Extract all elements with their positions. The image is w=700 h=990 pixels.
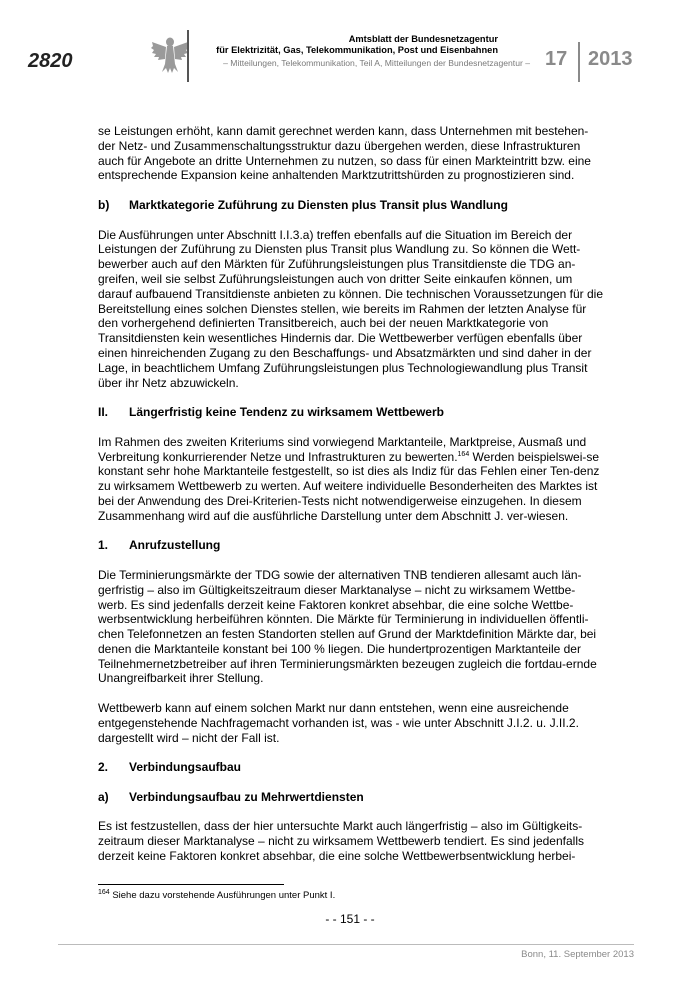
section-heading-a bbox=[98, 790, 604, 805]
federal-eagle-logo bbox=[150, 34, 190, 76]
heading-number: 2. bbox=[98, 760, 109, 775]
footnote-number: 164 bbox=[98, 888, 110, 896]
header-divider bbox=[187, 30, 189, 82]
issue-number: 17 bbox=[545, 48, 568, 70]
issue-year: 2013 bbox=[588, 48, 633, 70]
footnote-reference[interactable]: 164 bbox=[457, 450, 470, 458]
paragraph: Die Ausführungen unter Abschnitt I.I.3.a) treffen ebenfalls auf die Situation im Bereich der Leistungen der Zuführung zu Diensten plus Transit plus Wandlung zu. So können die Wett-bewerber auch auf den Märkten für Zuführungsleistungen plus Transitdienste die TDG an-greifen, weil sie selbst Zuführungsleistungen auch von dritter Seite einkaufen können, um darauf aufbauend Transitdienste anbieten zu können. Die technischen Voraussetzungen für die Bereitstellung eines solchen Dienstes stellen, wie bereits im Rahmen der letzten Analyse für den vorhergehend definierten Transitbereich, auch bei der neuen Marktkategorie von Transitdiensten kein wesentliches Hindernis dar. Die Wettbewerber verfügen ebenfalls über einen hinreichenden Zugang zu den Beschaffungs- und Absatzmärkten und sind daher in der Lage, in beachtlichem Umfang Zuführungsleistungen plus Technologiewandlung plus Transit über ihr Netz abzuwickeln. bbox=[98, 227, 604, 390]
footer-divider bbox=[58, 944, 634, 945]
heading-text: Marktkategorie Zuführung zu Diensten plus Transit plus Wandlung bbox=[129, 197, 508, 212]
paragraph: Die Terminierungsmärkte der TDG sowie der alternativen TNB tendieren allesamt auch län-gerfristig – also im Gültigkeitszeitraum dieser Marktanalyse – nicht zu wirksamem Wettbe-werb. Es sind jedenfalls derzeit keine Faktoren konkret absehbar, die eine solche Wettbe-werbsentwicklung herbeiführen könnten. Die Märkte für Terminierung in individuellen öffentli-chen Telefonnetzen an festen Standorten stellen auf Grund der Marktdefinition Märkte dar, bei denen die Marktanteile konstant bei 100 % liegen. Die hundertprozentigen Marktanteile der Teilnehmernetzbetreiber auf ihren Terminierungsmärkten bezeugen zugleich die fortdau-ernde Unangreifbarkeit ihrer Stellung. bbox=[98, 567, 597, 686]
publication-date: Bonn, 11. September 2013 bbox=[521, 949, 634, 960]
journal-title: Amtsblatt der Bundesnetzagentur bbox=[348, 34, 498, 44]
footnote-text: Siehe dazu vorstehende Ausführungen unter Punkt I. bbox=[109, 890, 336, 901]
paragraph-text: Im Rahmen des zweiten Kriteriums sind vorwiegend Marktanteile, Marktpreise, Ausmaß und Verbreitung konkurrierender Netze und Infrastrukturen zu bewerten. bbox=[98, 434, 587, 464]
footnote bbox=[98, 890, 335, 901]
issue-divider bbox=[578, 42, 580, 82]
heading-text: Verbindungsaufbau bbox=[129, 760, 242, 775]
section-heading-b bbox=[98, 198, 604, 213]
paragraph: se Leistungen erhöht, kann damit gerechnet werden kann, dass Unternehmen mit bestehen-der Netz- und Zusammenschaltungsstruktur dazu übergehen werden, diese Infrastrukturen auch für Angebote an dritte Unternehmen zu nutzen, so dass für einen Markteintritt bzw. eine entsprechende Expansion keine anhaltenden Marktzutrittshürden zu prognostizieren sind. bbox=[98, 124, 591, 183]
page-number: 2820 bbox=[28, 50, 73, 72]
section-heading-2 bbox=[98, 760, 604, 775]
journal-subtitle: für Elektrizität, Gas, Telekommunikation, Post und Eisenbahnen bbox=[216, 45, 498, 55]
heading-text: Längerfristig keine Tendenz zu wirksamem Wettbewerb bbox=[129, 405, 444, 420]
journal-section: – Mitteilungen, Telekommunikation, Teil A, Mitteilungen der Bundesnetzagentur – bbox=[223, 58, 530, 68]
heading-text: Verbindungsaufbau zu Mehrwertdiensten bbox=[129, 789, 364, 804]
section-heading-II bbox=[98, 405, 604, 420]
page-counter: - - 151 - - bbox=[325, 912, 375, 926]
paragraph: Es ist festzustellen, dass der hier untersuchte Markt auch längerfristig – also im Gültigkeits-zeitraum dieser Marktanalyse – nicht zu wirksamem Wettbewerb tendiert. Es sind jedenfalls derzeit keine Faktoren konkret absehbar, die eine solche Wettbewerbsentwicklung herbei- bbox=[98, 819, 584, 864]
heading-text: Anrufzustellung bbox=[129, 538, 221, 553]
paragraph bbox=[98, 435, 604, 524]
section-heading-1 bbox=[98, 538, 604, 553]
heading-number: II. bbox=[98, 405, 109, 420]
paragraph-text: Werden beispielswei-se konstant sehr hohe Marktanteile festgestellt, so ist dies als Indiz für das Fehlen einer Ten-denz zu wirksamem Wettbewerb zu werten. Auf weitere individuelle Besonderheiten des Marktes ist bei der Anwendung des Drei-Kriterien-Tests nicht notwendigerweise einzugehen. In diesem Zusammenhang wird auf die ausführliche Darstellung unter dem Abschnitt J. ver-wiesen. bbox=[98, 449, 600, 523]
heading-number: a) bbox=[98, 789, 109, 804]
footnote-separator bbox=[98, 884, 284, 885]
heading-number: b) bbox=[98, 197, 110, 212]
paragraph: Wettbewerb kann auf einem solchen Markt nur dann entstehen, wenn eine ausreichende entgegenstehende Nachfragemacht vorhanden ist, was - wie unter Abschnitt J.I.2. u. J.II.2. dargestellt wird – nicht der Fall ist. bbox=[98, 701, 579, 745]
document-body bbox=[98, 124, 604, 879]
heading-number: 1. bbox=[98, 538, 109, 553]
